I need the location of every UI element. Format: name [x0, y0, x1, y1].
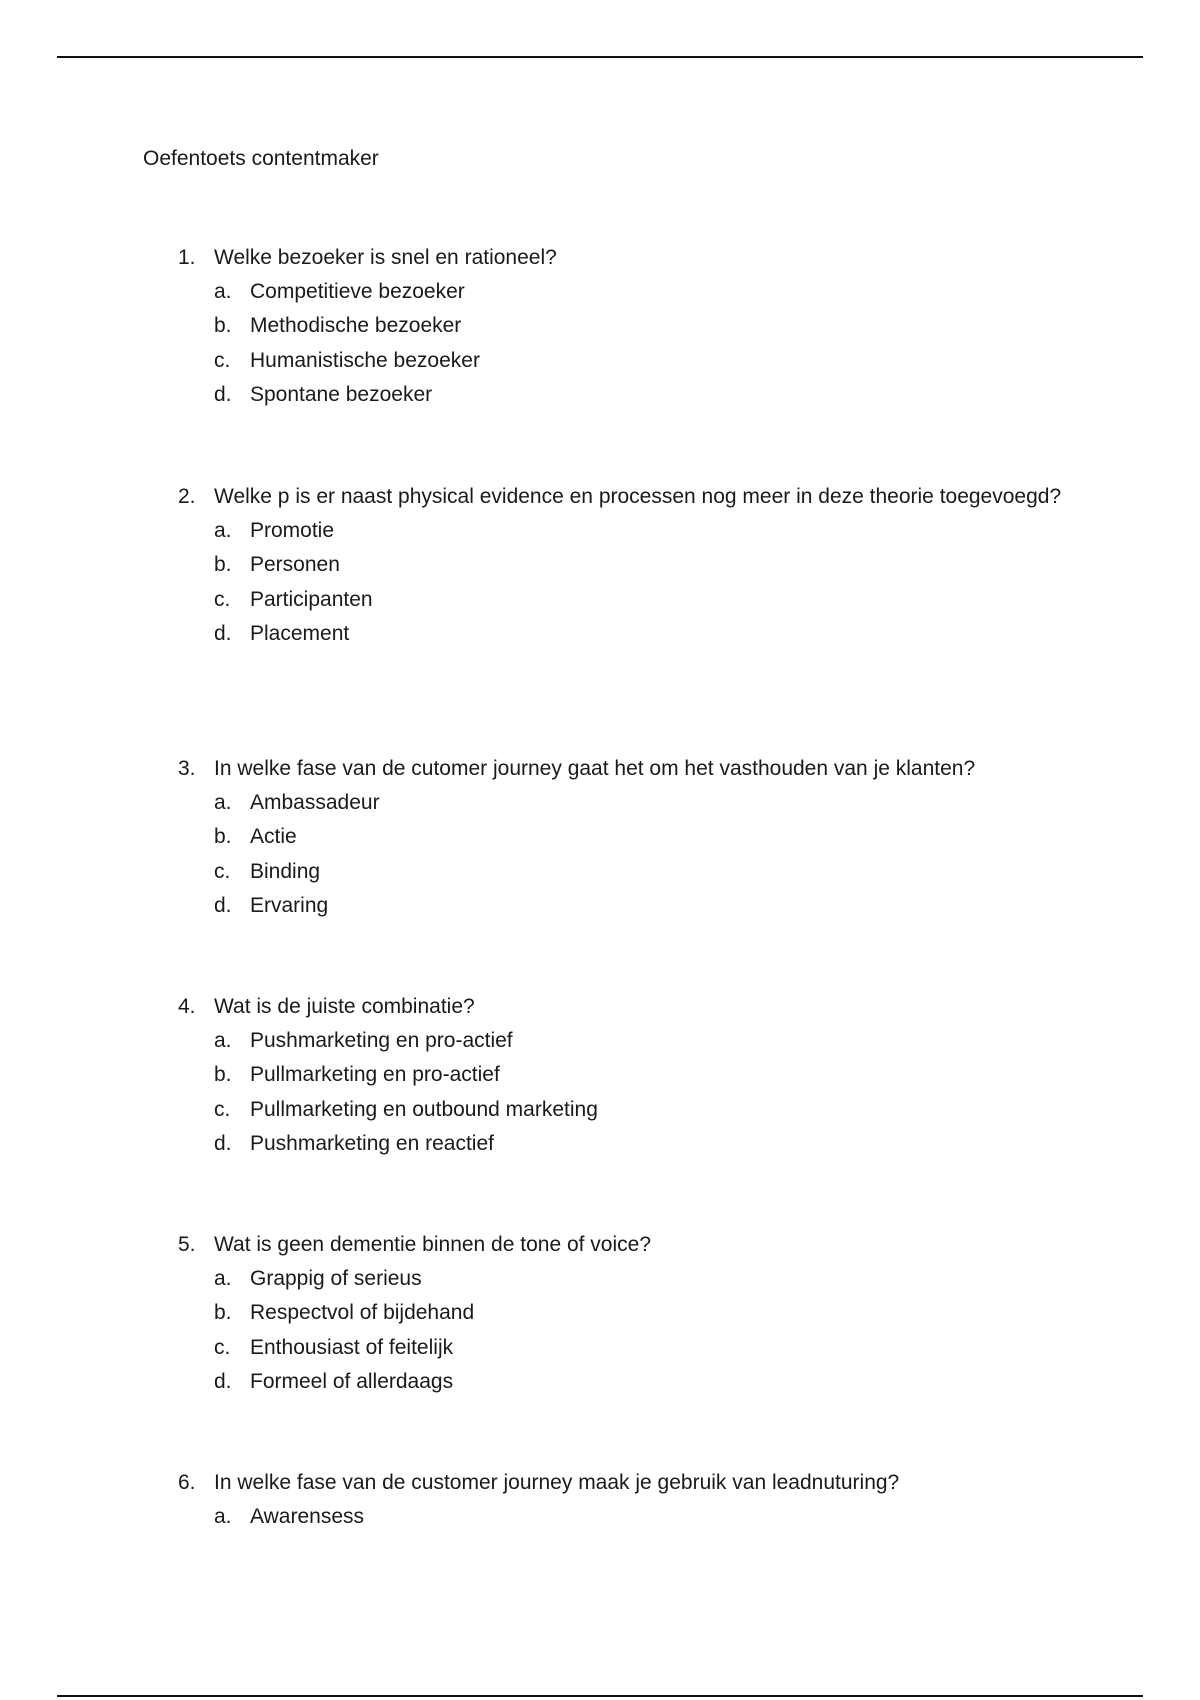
option-text: Formeel of allerdaags — [250, 1370, 454, 1394]
question-stem — [178, 241, 1078, 275]
answer-option-c — [214, 855, 1078, 889]
question-text: Welke bezoeker is snel en rationeel? — [214, 246, 557, 269]
option-letter: c. — [214, 859, 231, 883]
option-letter: c. — [214, 348, 231, 372]
option-letter: a. — [214, 791, 232, 814]
option-text: Competitieve bezoeker — [250, 280, 465, 303]
answer-option-b — [214, 548, 1078, 582]
answer-option-b — [214, 1058, 1078, 1092]
answer-option-c — [214, 1093, 1078, 1127]
header-rule — [57, 56, 1143, 58]
option-text: Humanistische bezoeker — [250, 348, 480, 372]
question-stem — [178, 990, 1078, 1024]
question-number: 1. — [178, 246, 196, 269]
option-text: Personen — [250, 553, 340, 577]
question-stem — [178, 1466, 1078, 1500]
option-letter: b. — [214, 553, 232, 577]
answer-option-d — [214, 1127, 1078, 1161]
question-number: 2. — [178, 485, 196, 508]
option-text: Actie — [250, 825, 297, 849]
question-text: Wat is de juiste combinatie? — [214, 995, 475, 1018]
option-letter: a. — [214, 1029, 232, 1052]
option-text: Pushmarketing en reactief — [250, 1132, 494, 1156]
answer-option-c — [214, 344, 1078, 378]
option-letter: b. — [214, 1063, 232, 1087]
option-letter: d. — [214, 1370, 232, 1394]
question-text: In welke fase van de customer journey maak je gebruik van leadnuturing? — [214, 1471, 900, 1494]
answer-option-d — [214, 889, 1078, 923]
option-text: Respectvol of bijdehand — [250, 1301, 475, 1325]
answer-option-d — [214, 617, 1078, 651]
option-text: Pushmarketing en pro-actief — [250, 1029, 513, 1052]
option-letter: b. — [214, 314, 232, 338]
option-text: Ervaring — [250, 894, 329, 918]
answer-option-a — [214, 514, 1078, 548]
option-letter: a. — [214, 1267, 232, 1290]
answer-options — [178, 1262, 1078, 1400]
option-letter: a. — [214, 519, 232, 542]
option-letter: c. — [214, 587, 231, 611]
answer-option-a — [214, 1024, 1078, 1058]
answer-option-a — [214, 786, 1078, 820]
option-text: Ambassadeur — [250, 791, 380, 814]
option-text: Placement — [250, 622, 350, 646]
question-text: In welke fase van de cutomer journey gaat het om het vasthouden van je klanten? — [214, 757, 976, 780]
option-text: Promotie — [250, 519, 335, 542]
answer-option-b — [214, 1296, 1078, 1330]
option-text: Participanten — [250, 587, 373, 611]
answer-option-b — [214, 309, 1078, 343]
option-letter: d. — [214, 894, 232, 918]
answer-option-a — [214, 1500, 1078, 1534]
option-text: Pullmarketing en outbound marketing — [250, 1097, 598, 1121]
page-title: Oefentoets contentmaker — [143, 147, 379, 170]
option-text: Pullmarketing en pro-actief — [250, 1063, 500, 1087]
option-text: Enthousiast of feitelijk — [250, 1335, 454, 1359]
option-letter: d. — [214, 383, 232, 407]
question-text: Wat is geen dementie binnen de tone of voice? — [214, 1233, 652, 1256]
answer-options — [178, 514, 1078, 652]
answer-option-c — [214, 1331, 1078, 1365]
option-letter: b. — [214, 825, 232, 849]
option-letter: d. — [214, 1132, 232, 1156]
option-letter: c. — [214, 1335, 231, 1359]
answer-options — [178, 1500, 1078, 1534]
option-letter: a. — [214, 1505, 232, 1528]
question-6 — [178, 1466, 1078, 1534]
question-stem — [178, 752, 1078, 786]
answer-options — [178, 275, 1078, 413]
answer-options — [178, 786, 1078, 924]
option-text: Awarensess — [250, 1505, 365, 1528]
option-text: Methodische bezoeker — [250, 314, 462, 338]
answer-option-d — [214, 1365, 1078, 1399]
option-letter: c. — [214, 1097, 231, 1121]
answer-option-d — [214, 378, 1078, 412]
question-2 — [178, 480, 1078, 652]
option-letter: a. — [214, 280, 232, 303]
question-stem — [178, 1228, 1078, 1262]
option-text: Binding — [250, 859, 321, 883]
question-number: 6. — [178, 1471, 196, 1494]
option-text: Spontane bezoeker — [250, 383, 433, 407]
option-letter: b. — [214, 1301, 232, 1325]
answer-option-b — [214, 820, 1078, 854]
answer-options — [178, 1024, 1078, 1162]
answer-option-c — [214, 583, 1078, 617]
question-number: 5. — [178, 1233, 196, 1256]
question-stem — [178, 480, 1078, 514]
question-3 — [178, 752, 1078, 924]
question-1 — [178, 241, 1078, 413]
question-4 — [178, 990, 1078, 1162]
answer-option-a — [214, 1262, 1078, 1296]
answer-option-a — [214, 275, 1078, 309]
question-text: Welke p is er naast physical evidence en processen nog meer in deze theorie toegevoegd? — [214, 485, 1062, 508]
option-text: Grappig of serieus — [250, 1267, 422, 1290]
question-number: 4. — [178, 995, 196, 1018]
footer-rule — [57, 1695, 1143, 1697]
question-number: 3. — [178, 757, 196, 780]
option-letter: d. — [214, 622, 232, 646]
question-5 — [178, 1228, 1078, 1400]
